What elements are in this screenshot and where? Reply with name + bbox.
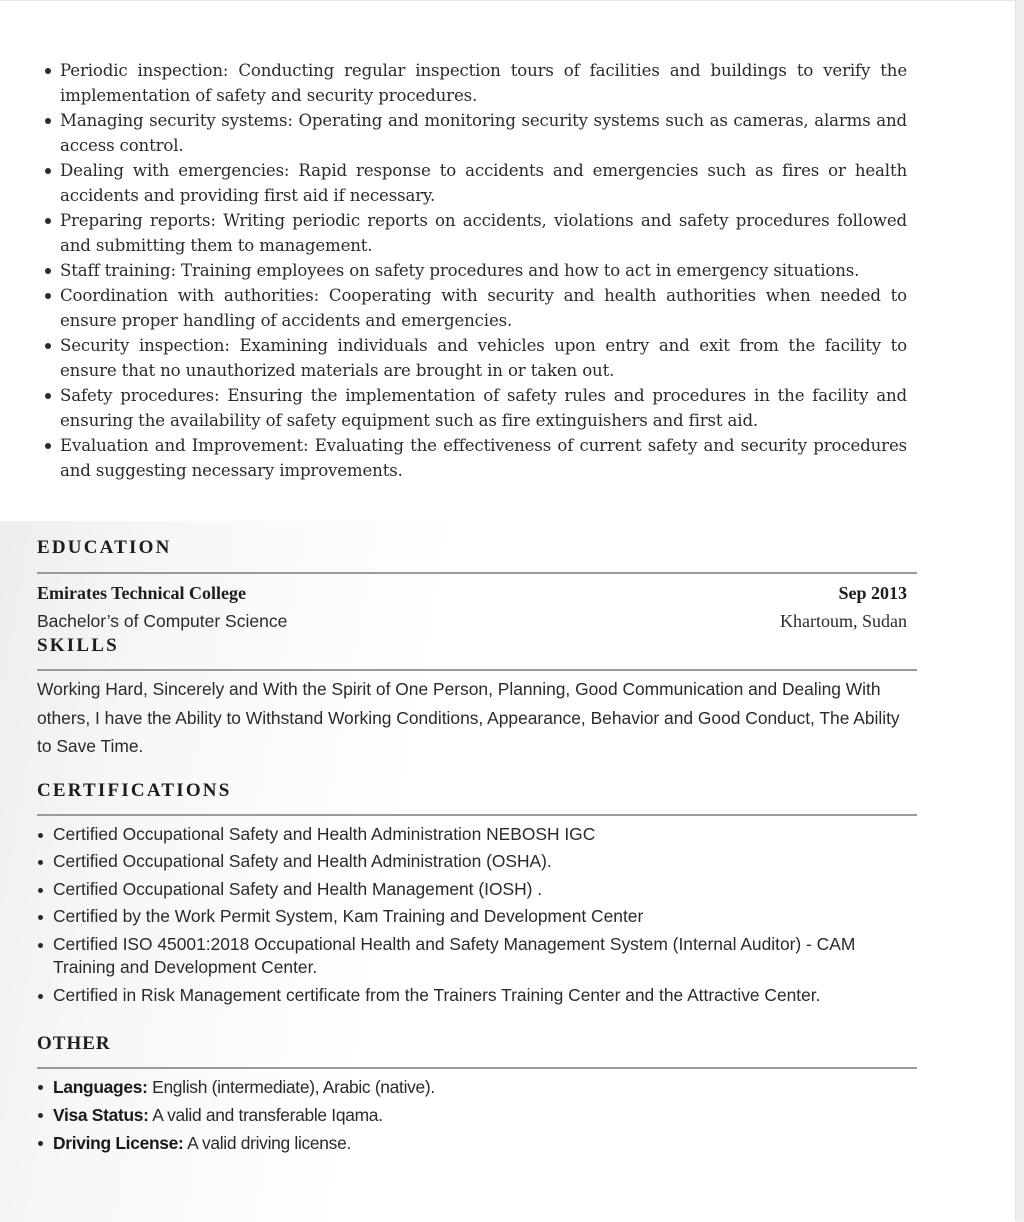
other-item-value: English (intermediate), Arabic (native). bbox=[152, 1077, 435, 1097]
skills-text: Working Hard, Sincerely and With the Spirit of One Person, Planning, Good Communication and Dealing With others, I have the Ability to Withstand Working Conditions, Appearance, Behavior and Good Conduct, The Ability to Save Time. bbox=[37, 679, 900, 756]
certifications-list bbox=[37, 823, 917, 1008]
skills-heading: SKILLS bbox=[37, 635, 119, 656]
duty-item: Periodic inspection: Conducting regular inspection tours of facilities and buildings to verify the implementation of safety and security procedures. bbox=[37, 58, 907, 108]
duty-item: Security inspection: Examining individuals and vehicles upon entry and exit from the facility to ensure that no unauthorized materials are brought in or taken out. bbox=[37, 333, 907, 383]
duty-item: Evaluation and Improvement: Evaluating the effectiveness of current safety and security procedures and suggesting necessary improvements. bbox=[37, 433, 907, 483]
resume-content bbox=[37, 58, 917, 1159]
certification-item: Certified Occupational Safety and Health Administration (OSHA). bbox=[37, 850, 917, 874]
education-heading: EDUCATION bbox=[37, 537, 172, 558]
other-divider bbox=[37, 1067, 917, 1069]
other-item-label: Driving License: bbox=[53, 1133, 184, 1153]
viewer-scroll-gutter[interactable] bbox=[1015, 0, 1024, 1221]
certification-item: Certified Occupational Safety and Health Management (IOSH) . bbox=[37, 878, 917, 902]
other-list bbox=[37, 1075, 917, 1155]
education-date: Sep 2013 bbox=[838, 583, 907, 603]
certification-item: Certified by the Work Permit System, Kam Training and Development Center bbox=[37, 905, 917, 929]
other-item-label: Languages: bbox=[53, 1077, 148, 1097]
education-row-2 bbox=[37, 611, 907, 632]
certification-item: Certified Occupational Safety and Health Administration NEBOSH IGC bbox=[37, 823, 917, 847]
other-item-label: Visa Status: bbox=[53, 1105, 149, 1125]
certifications-section bbox=[37, 780, 917, 1008]
skills-section bbox=[37, 635, 917, 761]
skills-divider bbox=[37, 669, 917, 671]
duty-item: Dealing with emergencies: Rapid response to accidents and emergencies such as fires or health accidents and providing first aid if necessary. bbox=[37, 158, 907, 208]
certification-item: Certified ISO 45001:2018 Occupational Health and Safety Management System (Internal Auditor) - CAM Training and Development Center. bbox=[37, 933, 917, 980]
education-location: Khartoum, Sudan bbox=[780, 611, 907, 631]
education-school: Emirates Technical College bbox=[37, 583, 246, 603]
education-degree: Bachelor’s of Computer Science bbox=[37, 611, 288, 631]
other-section bbox=[37, 1033, 917, 1155]
other-item-driving-license bbox=[37, 1131, 917, 1155]
other-item-languages bbox=[37, 1075, 917, 1099]
experience-duties-list bbox=[37, 58, 907, 483]
education-row-1 bbox=[37, 583, 907, 604]
certification-item: Certified in Risk Management certificate from the Trainers Training Center and the Attractive Center. bbox=[37, 984, 917, 1008]
certifications-divider bbox=[37, 814, 917, 816]
education-section bbox=[37, 537, 917, 632]
education-divider bbox=[37, 572, 917, 574]
duty-item: Staff training: Training employees on safety procedures and how to act in emergency situations. bbox=[37, 258, 907, 283]
other-item-value: A valid driving license. bbox=[187, 1133, 351, 1153]
duty-item: Safety procedures: Ensuring the implementation of safety rules and procedures in the facility and ensuring the availability of safety equipment such as fire extinguishers and first aid. bbox=[37, 383, 907, 433]
certifications-heading: CERTIFICATIONS bbox=[37, 779, 232, 801]
other-heading: OTHER bbox=[37, 1033, 111, 1054]
duty-item: Preparing reports: Writing periodic reports on accidents, violations and safety procedures followed and submitting them to management. bbox=[37, 208, 907, 258]
other-item-value: A valid and transferable Iqama. bbox=[152, 1105, 383, 1125]
other-item-visa-status bbox=[37, 1103, 917, 1127]
duty-item: Coordination with authorities: Cooperating with security and health authorities when needed to ensure proper handling of accidents and emergencies. bbox=[37, 283, 907, 333]
duty-item: Managing security systems: Operating and monitoring security systems such as cameras, alarms and access control. bbox=[37, 108, 907, 158]
